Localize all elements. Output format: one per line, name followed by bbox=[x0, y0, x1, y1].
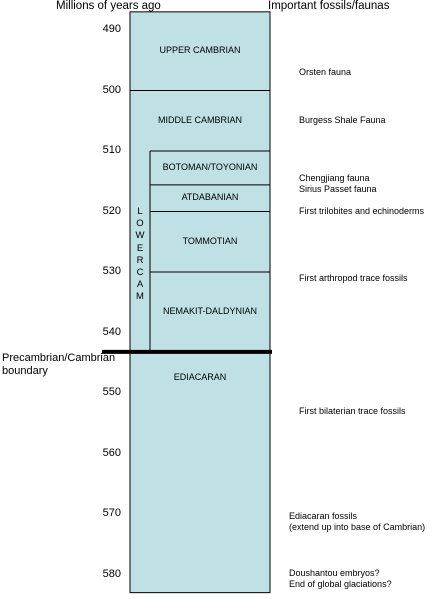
lower-cambrian-letter: W bbox=[135, 230, 145, 242]
fossil-annotation-line: Ediacaran fossils bbox=[289, 510, 358, 521]
unit-label: ATDABANIAN bbox=[181, 192, 239, 203]
age-tick-label: 490 bbox=[102, 23, 121, 35]
fossil-annotation bbox=[299, 206, 424, 217]
age-tick-label: 520 bbox=[102, 204, 121, 217]
lower-cambrian-letter: L bbox=[137, 206, 143, 217]
unit-label: NEMAKIT-DALDYNIAN bbox=[162, 305, 258, 316]
age-tick-label: 570 bbox=[102, 507, 121, 519]
fossil-annotation bbox=[289, 511, 425, 533]
lower-cambrian-letter: A bbox=[136, 279, 144, 291]
age-tick-label: 580 bbox=[102, 567, 121, 580]
fossil-annotation bbox=[299, 115, 386, 126]
age-tick-label: 510 bbox=[102, 144, 121, 156]
lower-cambrian-letter: R bbox=[136, 254, 144, 266]
unit-label: BOTOMAN/TOYONIAN bbox=[162, 161, 258, 172]
lower-cambrian-letter: E bbox=[136, 242, 144, 254]
age-tick-label: 500 bbox=[102, 83, 121, 96]
precambrian-cambrian-boundary-label bbox=[2, 352, 115, 378]
fossil-annotation-line: End of global glaciations? bbox=[289, 579, 392, 590]
age-tick-label: 560 bbox=[102, 446, 121, 459]
column-body bbox=[130, 12, 270, 593]
lower-cambrian-letter: M bbox=[136, 291, 144, 303]
boundary-label-line: boundary bbox=[2, 365, 48, 377]
age-tick-label: 550 bbox=[102, 386, 121, 398]
fossil-annotation bbox=[299, 67, 351, 78]
fossil-annotation bbox=[299, 173, 377, 195]
fossil-annotation bbox=[299, 406, 406, 417]
unit-label: MIDDLE CAMBRIAN bbox=[157, 114, 242, 125]
unit-label: TOMMOTIAN bbox=[182, 235, 238, 246]
fossil-annotation-line: Sirius Passet fauna bbox=[299, 184, 377, 195]
age-tick-label: 530 bbox=[102, 265, 121, 277]
fossil-annotation-line: First arthropod trace fossils bbox=[299, 272, 408, 283]
fossil-annotation-line: (extend up into base of Cambrian) bbox=[289, 521, 426, 532]
unit-label: EDIACARAN bbox=[173, 371, 227, 382]
left-header: Millions of years ago bbox=[56, 0, 161, 12]
age-tick-label: 540 bbox=[102, 325, 121, 338]
boundary-label-line: Precambrian/Cambrian bbox=[2, 352, 116, 364]
fossil-annotation-line: Doushantou embryos? bbox=[289, 568, 380, 579]
lower-cambrian-vertical-text bbox=[133, 206, 147, 304]
fossil-annotation-line: First trilobites and echinoderms bbox=[299, 206, 425, 216]
fossil-annotation-line: Orsten fauna bbox=[299, 66, 352, 77]
lower-cambrian-letter: O bbox=[136, 218, 144, 230]
fossil-annotation-line: First bilaterian trace fossils bbox=[299, 405, 406, 416]
fossil-annotation bbox=[289, 568, 392, 590]
fossil-annotation-line: Chengjiang fauna bbox=[299, 173, 370, 184]
unit-label: UPPER CAMBRIAN bbox=[159, 45, 241, 56]
right-header: Important fossils/faunas bbox=[268, 0, 390, 12]
lower-cambrian-letter: C bbox=[136, 267, 144, 279]
fossil-annotation-line: Burgess Shale Fauna bbox=[299, 115, 386, 126]
fossil-annotation bbox=[299, 273, 408, 284]
